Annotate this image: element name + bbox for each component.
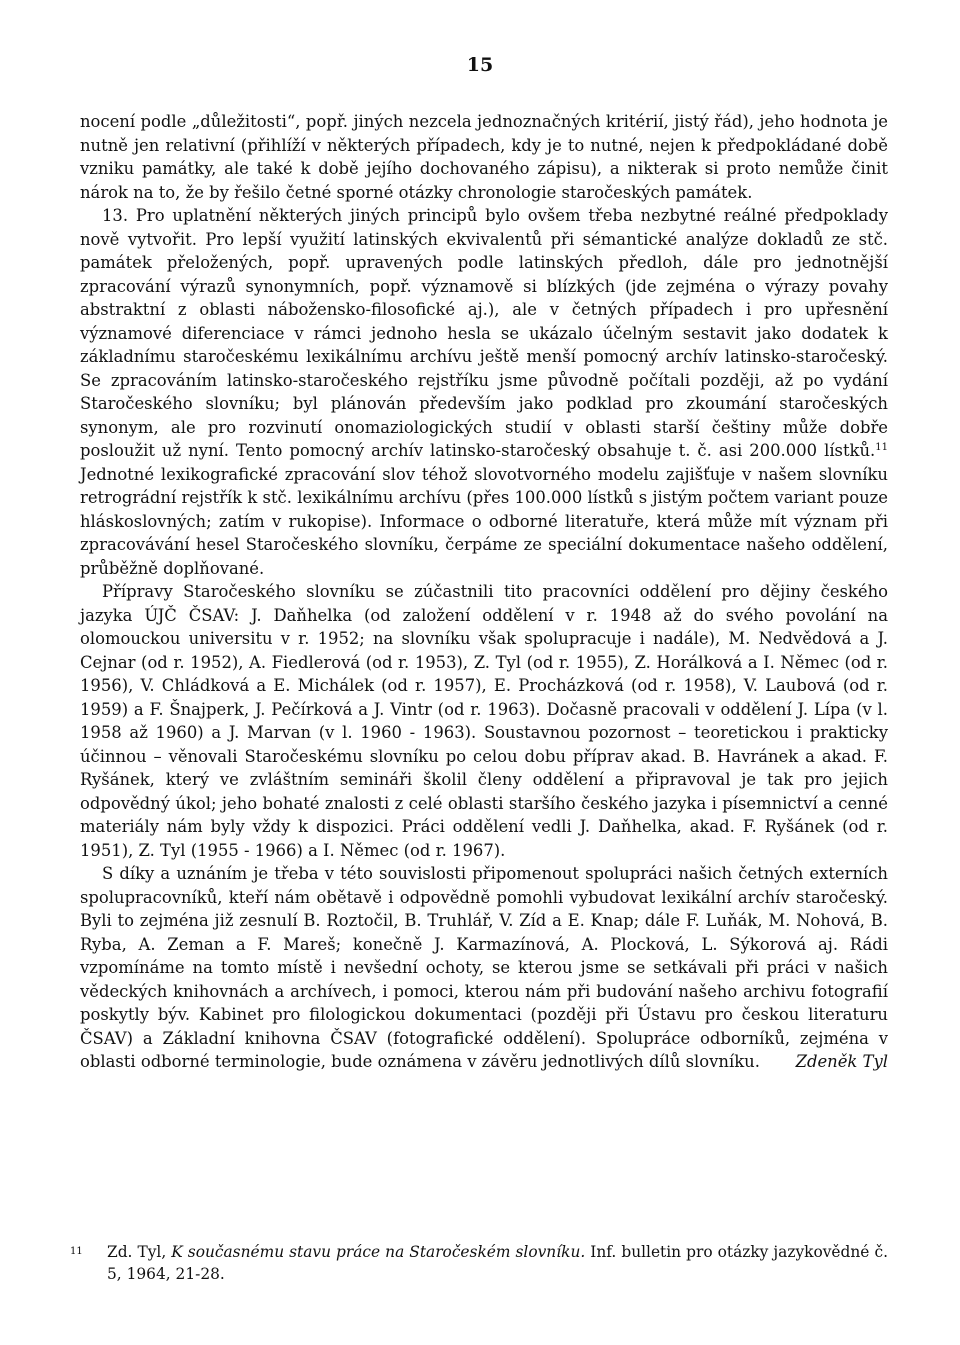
footnote-mark: 11 — [70, 1246, 83, 1257]
paragraph-13-text: 13. Pro uplatnění některých jiných principů bylo ovšem třeba nezbytné reálné předpoklady nově vytvořit. Pro lepší využití latinských ekvivalentů při sémantické analýze dokladů ze stč. památek přeložených, popř. upravených podle latinských předloh, dále pro jednotnější zpracování výrazů synonymních, popř. významově si blízkých (jde zejména o výrazy povahy abstraktní z oblasti nábožensko-filosofické aj.), ale v četných případech i pro upřesnění významové diferenciace v rámci jednoho hesla se ukázalo účelným sestavit jako dodatek k základnímu staročeskému lexikálnímu archívu ještě menší pomocný archív latinsko-staročeský. Se zpracováním latinsko-staročeského rejstříku jsme původně počítali později, až po vydání Staročeského slovníku; byl plánován především jako podklad pro zkoumání staročeských synonym, ale pro rozvinutí onomaziologických studií v oblasti starší češtiny může dobře posloužit už nyní. Tento pomocný archív latinsko-staročeský obsahuje t. č. asi 200.000 lístků. — [80, 206, 888, 460]
footnote-text — [107, 1241, 888, 1285]
page-number: 15 — [466, 54, 494, 76]
signature: Zdeněk Tyl — [795, 1052, 888, 1071]
paragraph-13-text-continued: Jednotné lexikografické zpracování slov téhož slovotvorného modelu zajišťuje v našem slovníku retrográdní rejstřík k stč. lexikálnímu archívu (přes 100.000 lístků s jistým počtem variant pouze hláskoslovných; zatím v rukopise). Informace o odborné literatuře, která může mít význam při zpracovávání hesel Staročeského slovníku, čerpáme ze speciální dokumentace našeho oddělení, průběžně doplňované. — [80, 464, 888, 578]
paragraph-contributors: Přípravy Staročeského slovníku se zúčastnili tito pracovníci oddělení pro dějiny českého jazyka ÚJČ ČSAV: J. Daňhelka (od založení oddělení v r. 1948 až do svého povolání na olomouckou universitu v r. 1952; na slovníku však spolupracuje i nadále), M. Nedvědová a J. Cejnar (od r. 1952), A. Fiedlerová (od r. 1953), Z. Tyl (od r. 1955), Z. Horálková a I. Němec (od r. 1956), V. Chládková a E. Michálek (od r. 1957), E. Procházková (od r. 1958), V. Laubová (od r. 1959) a F. Šnajperk, J. Pečírková a J. Vintr (od r. 1963). Dočasně pracovali v oddělení J. Lípa (v l. 1958 až 1960) a J. Marvan (v l. 1960 - 1963). Soustavnou pozornost – teoretickou i prakticky účinnou – věnovali Staročeskému slovníku po celou dobu příprav akad. B. Havránek a akad. F. Ryšánek, který ve zvláštním semináři školil členy oddělení a připravoval je tak pro jejich odpovědný úkol; jeho bohaté znalosti z celé oblasti staršího českého jazyka i písemnictví a cenné materiály nám byly vždy k dispozici. Práci oddělení vedli J. Daňhelka, akad. F. Ryšánek (od r. 1951), Z. Tyl (1955 - 1966) a I. Němec (od r. 1967). — [80, 582, 888, 860]
paragraph-continuation: nocení podle „důležitosti“, popř. jiných nezcela jednoznačných kritérií, jistý řád), jeho hodnota je nutně jen relativní (přihlíží v některých případech, kdy je to nutné, nejen k předpokládané době vzniku památky, ale také k době jejího dochovaného zápisu), a nikterak si proto nemůže činit nárok na to, že by řešilo četné sporné otázky chronologie staročeských památek. — [80, 112, 888, 202]
paragraph-acknowledgements: S díky a uznáním je třeba v této souvislosti připomenout spolupráci našich četných externích spolupracovníků, kteří nám obětavě i odpovědně pomohli vybudovat lexikální archív staročeský. Byli to zejména již zesnulí B. Roztočil, B. Truhlář, V. Zíd a E. Knap; dále F. Luňák, M. Nohová, B. Ryba, A. Zeman a F. Mareš; konečně J. Karmazínová, A. Plocková, L. Sýkorová aj. Rádi vzpomínáme na tomto místě i nevšední ochoty, se kterou jsme se setkávali při práci v našich vědeckých knihovnách a archívech, i pomoci, kterou nám při budování našeho archivu fotografií poskytly býv. Kabinet pro filologickou dokumentaci (později při Ústavu pro českou literaturu ČSAV) a Základní knihovna ČSAV (fotografické oddělení). Spolupráce odborníků, zejména v oblasti odborné terminologie, bude oznámena v závěru jednotlivých dílů slovníku. — [80, 864, 888, 1071]
paragraph-13 — [80, 204, 888, 580]
footnote-source: Inf. bulletin pro otázky jazykovědné č. 5, 1964, 21-28. — [107, 1243, 888, 1283]
footnote-reference[interactable]: 11 — [875, 442, 888, 453]
footnote — [70, 1241, 888, 1285]
footnote-author: Zd. Tyl, — [107, 1243, 167, 1261]
main-text — [80, 110, 888, 1074]
footnote-title: K současnému stavu práce na Staročeském slovníku. — [171, 1243, 586, 1261]
